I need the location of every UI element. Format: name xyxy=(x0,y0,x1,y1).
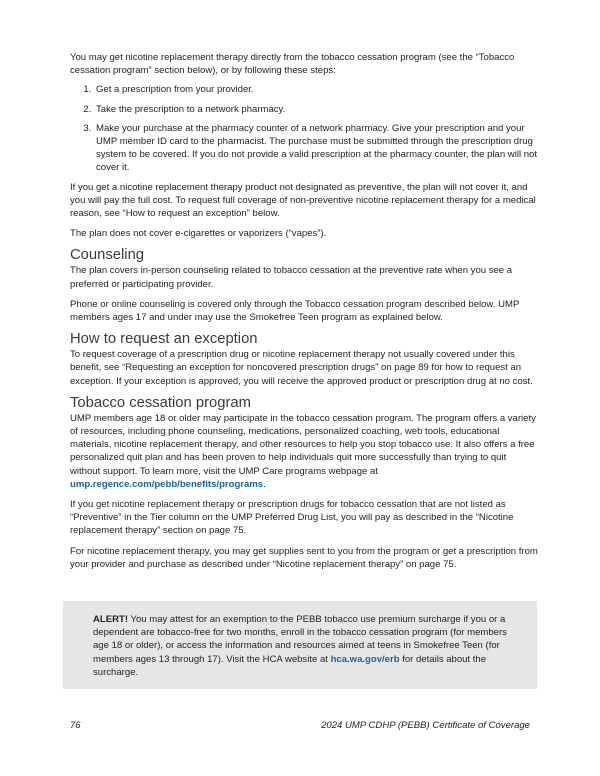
document-title: 2024 UMP CDHP (PEBB) Certificate of Coverage xyxy=(321,720,530,731)
ump-programs-link[interactable]: ump.regence.com/pebb/benefits/programs xyxy=(70,478,264,490)
steps-list xyxy=(70,83,538,174)
cessation-paragraph-3: For nicotine replacement therapy, you may get supplies sent to you from the program or get a prescription from your provider and purchase as described under “Nicotine replacement therapy” on page 75. xyxy=(70,545,538,570)
exception-heading: How to request an exception xyxy=(70,331,258,348)
list-item: 2. Take the prescription to a network pharmacy. xyxy=(94,103,538,116)
alert-box xyxy=(63,601,537,689)
not-preventive-paragraph: If you get a nicotine replacement therapy product not designated as preventive, the plan will not cover it, and you will pay the full cost. To request full coverage of non-preventive nicotine replacement therapy for a medical reason, see “How to request an exception” below. xyxy=(70,181,536,220)
list-item: 3. Make your purchase at the pharmacy counter of a network pharmacy. Give your prescription and your UMP member ID card to the pharmacist. The purchase must be submitted through the prescription drug system to be covered. If you do not provide a valid prescription at the pharmacy counter, the plan will not cover it. xyxy=(94,122,538,175)
cessation-paragraph-2: If you get nicotine replacement therapy or prescription drugs for tobacco cessation that are not listed as “Preventive” in the Tier column on the UMP Preferred Drug List, you will pay as described in the “Nicotine replacement therapy” section on page 75. xyxy=(70,499,514,537)
ecig-paragraph: The plan does not cover e-cigarettes or vaporizers (“vapes”). xyxy=(70,228,327,240)
link-period: . xyxy=(263,478,266,490)
hca-erb-link[interactable]: hca.wa.gov/erb xyxy=(330,653,400,665)
page-number: 76 xyxy=(70,720,81,731)
list-item: 1. Get a prescription from your provider. xyxy=(94,83,538,96)
alert-text: You may attest for an exemption to the PEBB tobacco use premium surcharge if you or a dependent are tobacco-free for two months, enroll in the tobacco cessation program (for members age 18 or older), or access the information and resources aimed at teens in Smokefree Teen (for members ages 13 through 17). Visit the HCA website at xyxy=(93,614,507,665)
cessation-paragraph-1 xyxy=(70,412,538,491)
alert-label: ALERT! xyxy=(93,614,128,625)
intro-paragraph: You may get nicotine replacement therapy directly from the tobacco cessation program (see the “Tobacco cessation program” section below), or by following these steps: xyxy=(70,52,515,77)
page-content xyxy=(70,51,538,571)
counseling-heading: Counseling xyxy=(70,247,145,264)
cessation-heading: Tobacco cessation program xyxy=(70,394,251,411)
cessation-text: UMP members age 18 or older may participate in the tobacco cessation program. The program offers a variety of resources, including phone counseling, medications, personalized coaching, web tools, educational materials, nicotine replacement therapy, and other resources to help you stop tobacco use. It also offers a free personalized quit plan and has been proven to help individuals quit more successfully than trying to quit without support. To learn more, visit the UMP Care programs webpage at xyxy=(70,412,536,477)
counseling-paragraph-1: The plan covers in-person counseling related to tobacco cessation at the preventive rate when you see a preferred or participating provider. xyxy=(70,265,513,290)
counseling-paragraph-2: Phone or online counseling is covered only through the Tobacco cessation program described below. UMP members ages 17 and under may use the Smokefree Teen program as explained below. xyxy=(70,298,520,324)
alert-tail: for details about the surcharge. xyxy=(93,653,487,678)
exception-paragraph: To request coverage of a prescription drug or nicotine replacement therapy not usually covered under this benefit, see “Requesting an exception for noncovered prescription drugs” on page 89 for how to request an exception. If your exception is approved, you will receive the approved product or prescription drug at no cost. xyxy=(70,349,533,387)
alert-paragraph xyxy=(93,613,509,679)
